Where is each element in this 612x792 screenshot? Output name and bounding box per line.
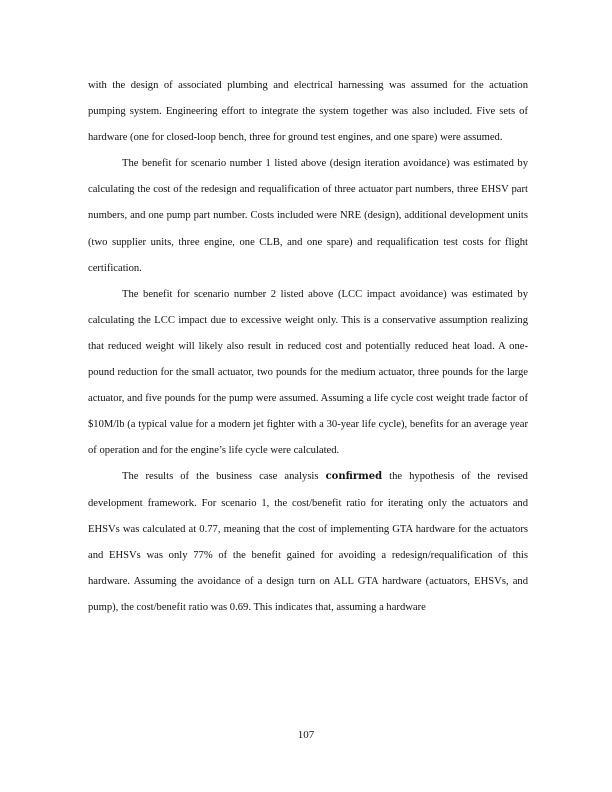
page-number: 107 [297,729,315,741]
paragraph-4 [88,464,528,621]
paragraph-2: The benefit for scenario number 1 listed above (design iteration avoidance) was estimated by calculating the cost of the redesign and requalification of three actuator part numbers, three EHSV part numbers, and one pump part number. Costs included were NRE (design), additional development units (two supplier units, three engine, one CLB, and one spare) and requalification test costs for flight certification. [88,158,528,274]
body-text [88,73,528,621]
emphasis-confirmed: confirmed [325,471,383,483]
paragraph-3: The benefit for scenario number 2 listed above (LCC impact avoidance) was estimated by calculating the LCC impact due to excessive weight only. This is a conservative assumption realizing that reduced weight will likely also result in reduced cost and potentially reduced heat load. A one-pound reduction for the small actuator, two pounds for the medium actuator, three pounds for the large actuator, and five pounds for the pump were assumed. Assuming a life cycle cost weight trade factor of $10M/lb (a typical value for a modern jet fighter with a 30-year life cycle), benefits for an average year of operation and for the engine’s life cycle were calculated. [88,288,528,457]
paragraph-1: with the design of associated plumbing and electrical harnessing was assumed for the actuation pumping system. Engineering effort to integrate the system together was also included. Five sets of hardware (one for closed-loop bench, three for ground test engines, and one spare) were assumed. [88,80,528,144]
paragraph-4-lead: The results of the business case analysis [122,471,326,483]
paragraph-4-rest: the hypothesis of the revised development framework. For scenario 1, the cost/benefit ratio for iterating only the actuators and EHSVs was calculated at 0.77, meaning that the cost of implementing GTA hardware for the actuators and EHSVs was only 77% of the benefit gained for avoiding a redesign/requalification of this hardware. Assuming the avoidance of a design turn on ALL GTA hardware (actuators, EHSVs, and pump), the cost/benefit ratio was 0.69. This indicates that, assuming a hardware [88,471,528,613]
